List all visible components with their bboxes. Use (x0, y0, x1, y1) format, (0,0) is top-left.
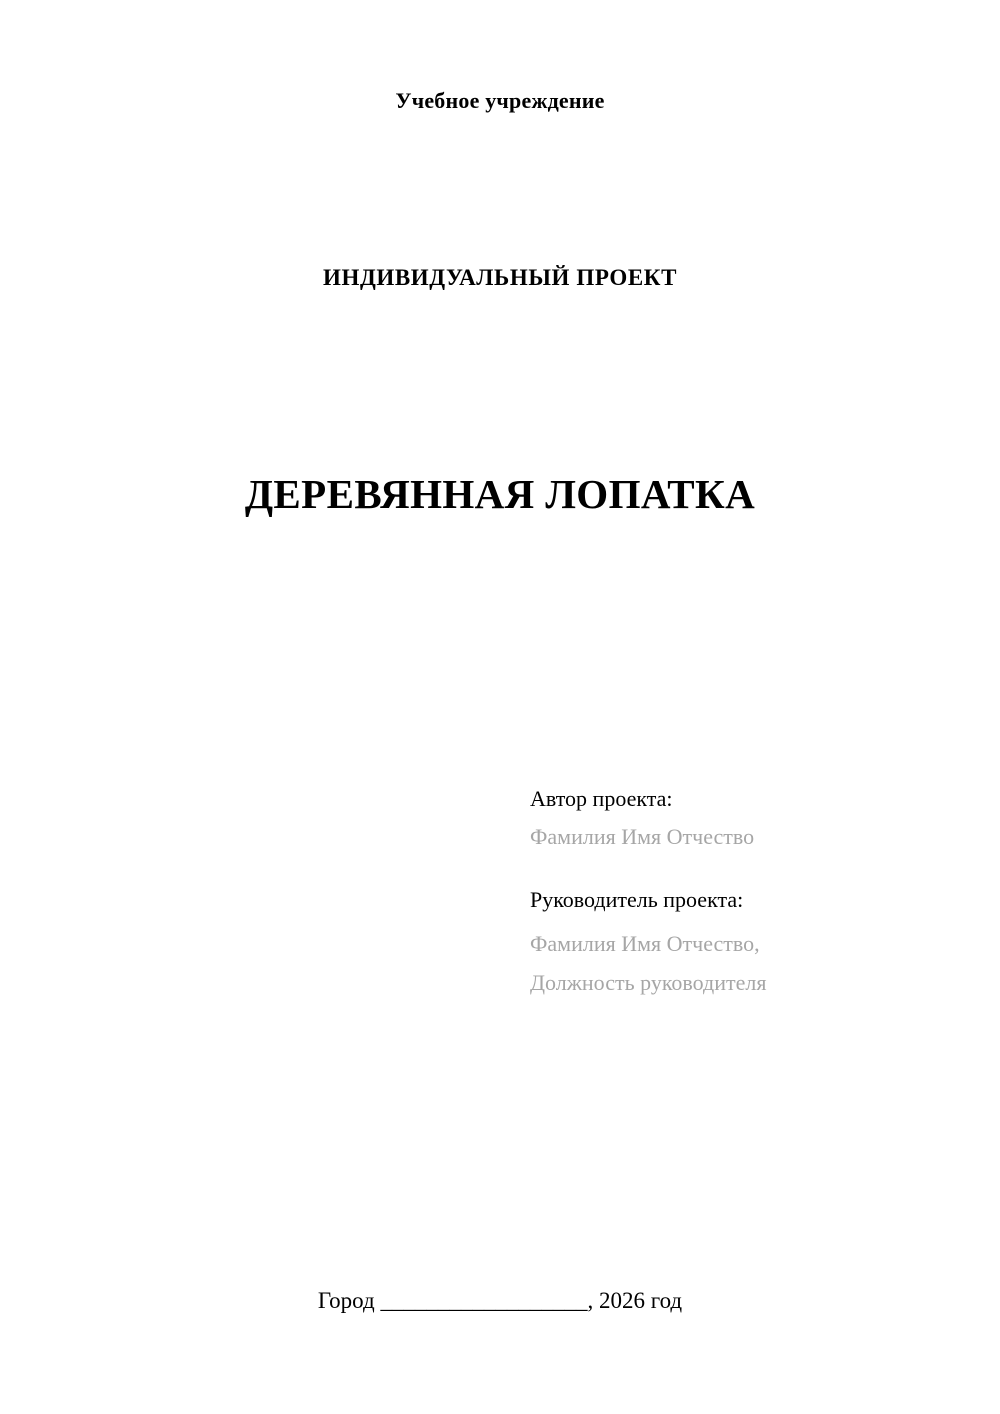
city-year-footer: Город __________________, 2026 год (317, 1288, 683, 1313)
signature-block (530, 786, 930, 1002)
page-title: ДЕРЕВЯННАЯ ЛОПАТКА (244, 471, 756, 518)
author-value: Фамилия Имя Отчество (530, 824, 755, 850)
supervisor-value-line2: Должность руководителя (530, 969, 767, 995)
author-label: Автор проекта: (530, 786, 673, 811)
institution-name: Учебное учреждение (395, 88, 605, 113)
supervisor-label: Руководитель проекта: (530, 886, 744, 912)
supervisor-value-line1: Фамилия Имя Отчество, (530, 931, 760, 957)
supervisor-value (530, 925, 930, 1002)
document-type: ИНДИВИДУАЛЬНЫЙ ПРОЕКТ (322, 265, 678, 290)
